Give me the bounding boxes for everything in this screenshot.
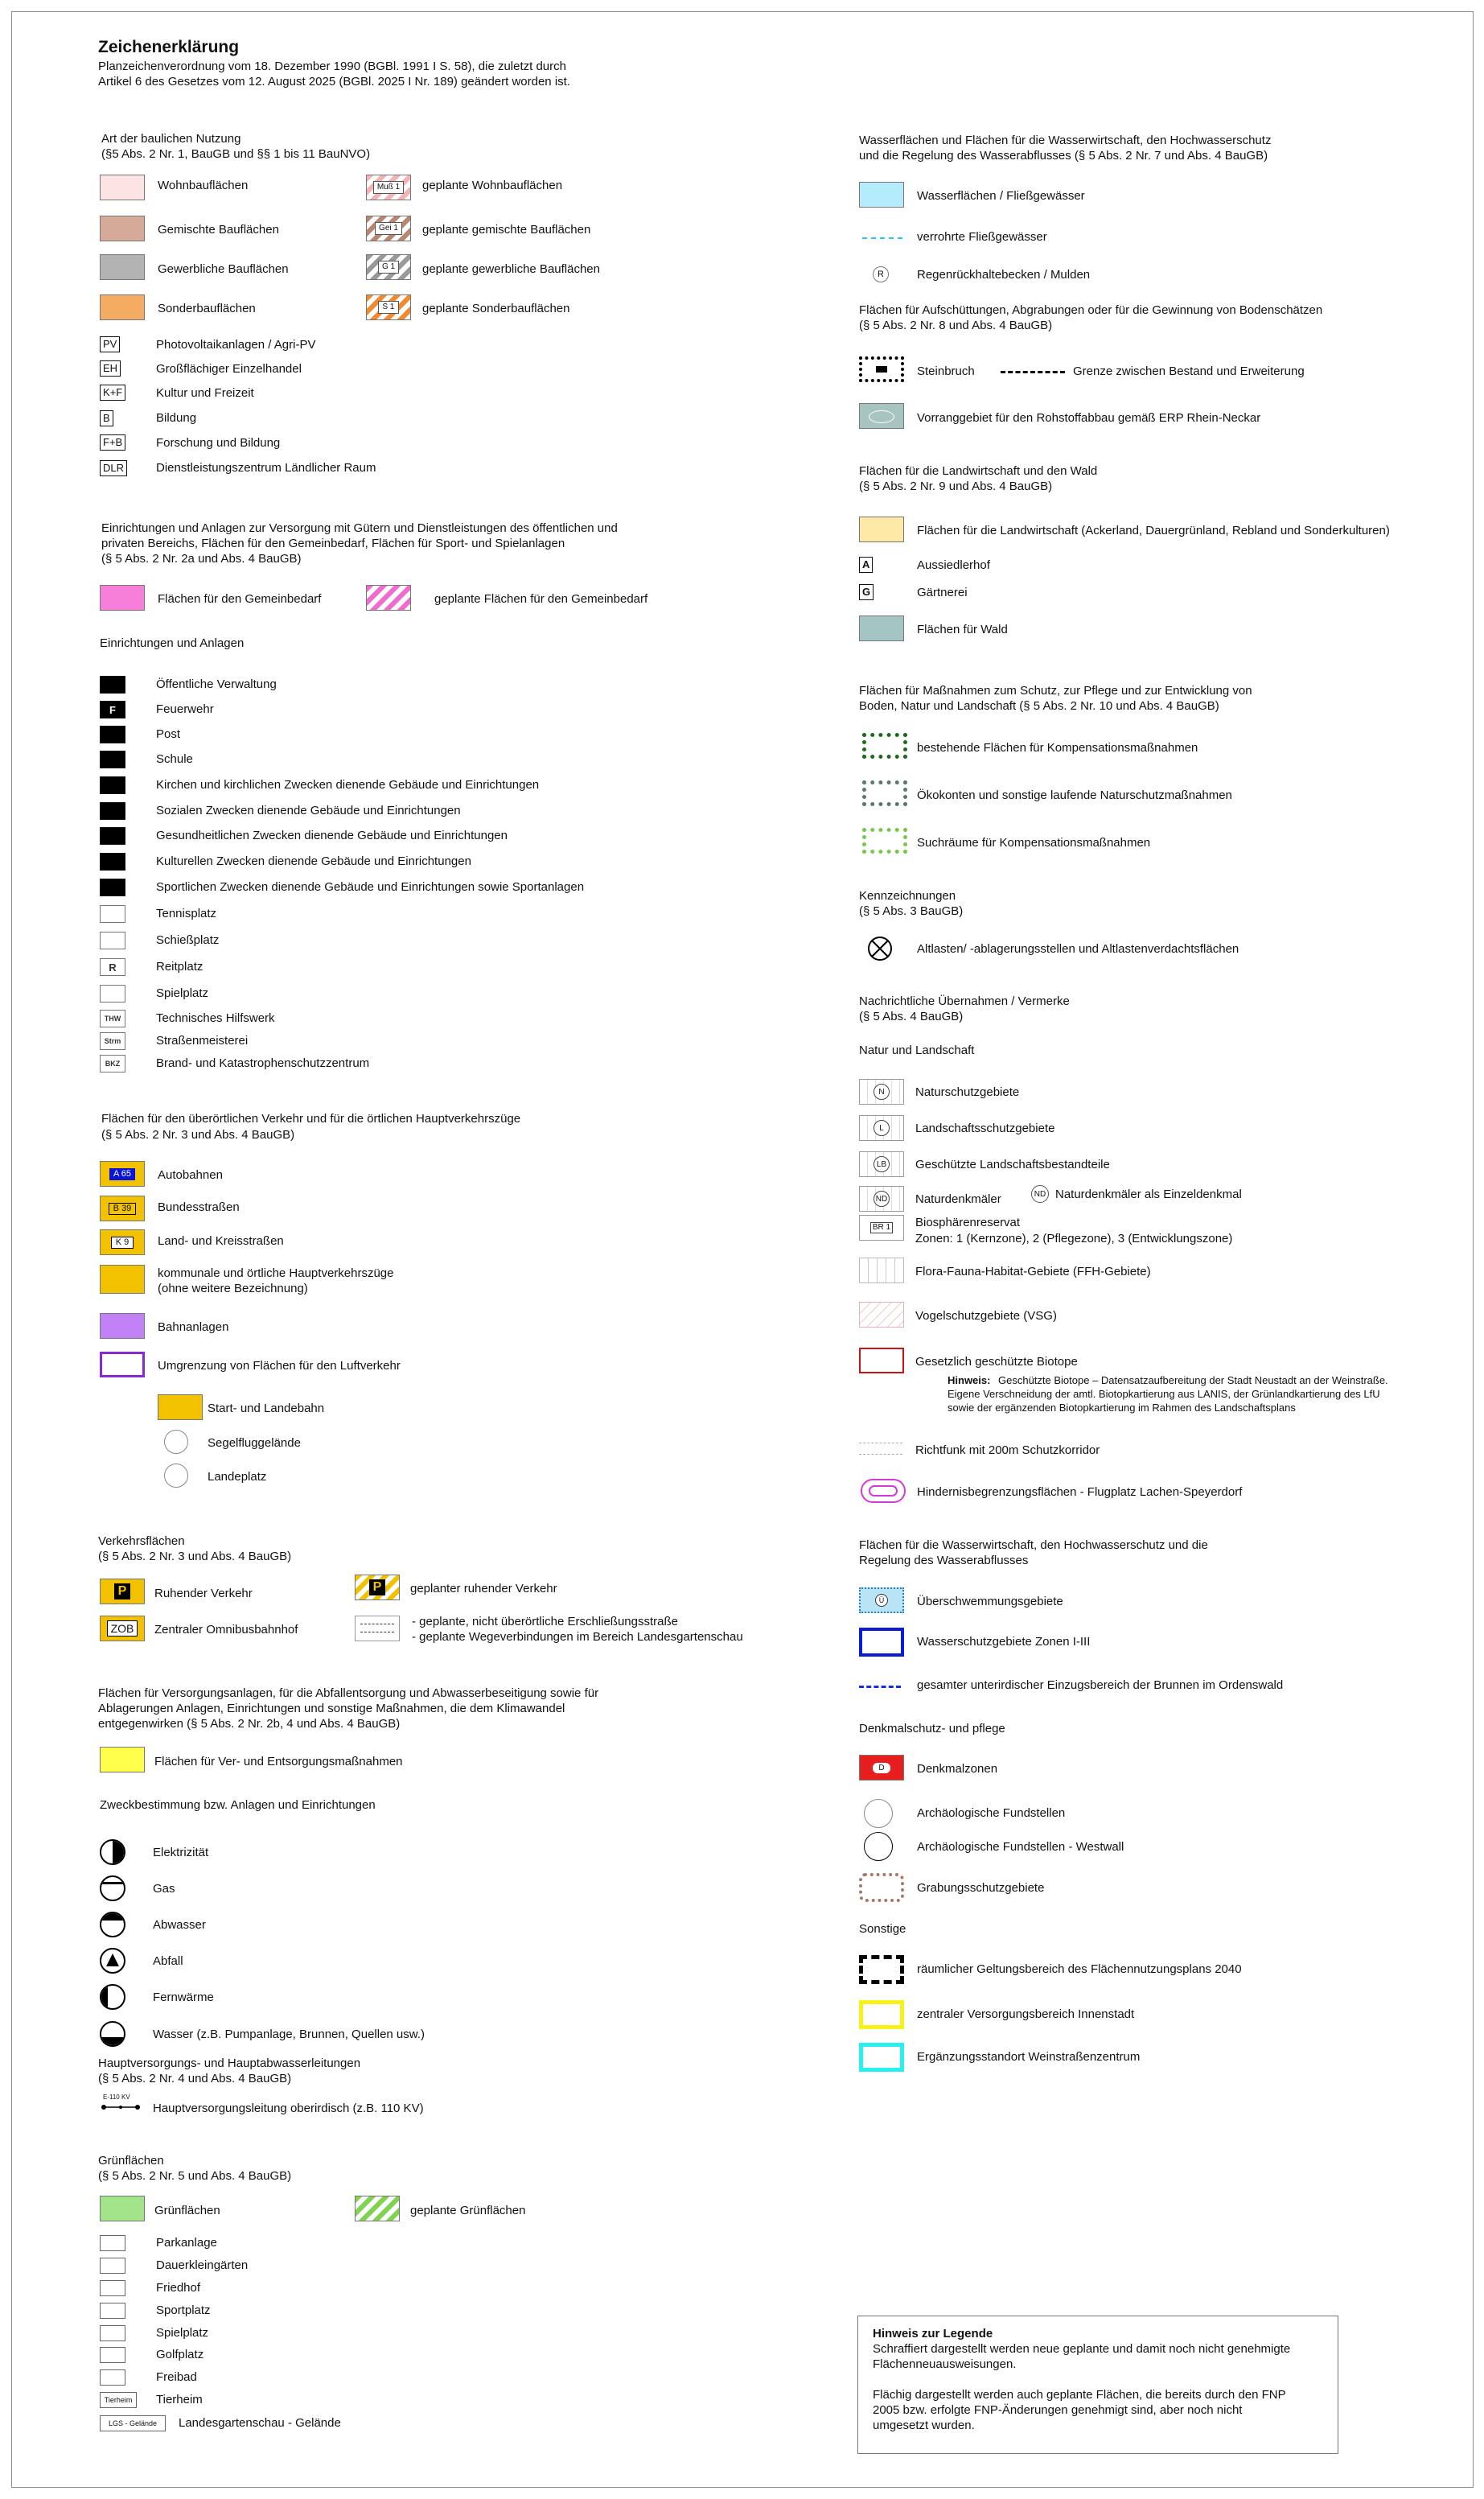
legend-label: Gesundheitlichen Zwecken dienende Gebäude und Einrichtungen — [156, 829, 508, 842]
legend-label: Öffentliche Verwaltung — [156, 677, 277, 691]
swatch-wohnbau — [100, 175, 145, 200]
swatch-versorgung — [100, 1747, 145, 1772]
landschaftsschutz-icon — [859, 1115, 904, 1141]
legend-label: Steinbruch — [917, 364, 975, 378]
legend-label: Sportplatz — [156, 2303, 211, 2317]
legend-label: geplante Sonderbauflächen — [422, 302, 570, 315]
section-head: Einrichtungen und Anlagen zur Versorgung mit Gütern und Dienstleistungen des öffentlichen und — [101, 521, 618, 535]
schule-icon — [100, 751, 125, 768]
legend-label: Schießplatz — [156, 933, 220, 947]
swatch-ergaenzungsstandort — [859, 2043, 904, 2072]
code-box: EH — [100, 360, 121, 377]
section-head: Denkmalschutz- und pflege — [859, 1722, 1005, 1735]
legend-label: Tierheim — [156, 2393, 203, 2406]
swatch-code: Gei 1 — [375, 222, 402, 235]
swatch-geplant-sonder — [366, 294, 411, 320]
section-head: (§ 5 Abs. 2 Nr. 5 und Abs. 4 BauGB) — [98, 2169, 292, 2183]
parking-icon: P — [369, 1579, 386, 1595]
swatch-code: G 1 — [378, 261, 399, 274]
legend-label: Dienstleistungszentrum Ländlicher Raum — [156, 461, 376, 475]
tennis-icon — [100, 905, 125, 923]
sport-icon — [100, 879, 125, 896]
legend-subtitle-1: Planzeichenverordnung vom 18. Dezember 1990 (BGBl. 1991 I S. 58), die zuletzt durch — [98, 60, 566, 73]
section-head: (§ 5 Abs. 2 Nr. 9 und Abs. 4 BauGB) — [859, 480, 1053, 493]
section-head: Verkehrsflächen — [98, 1534, 185, 1548]
legend-label: Ergänzungsstandort Weinstraßenzentrum — [917, 2050, 1141, 2064]
naturschutz-icon — [859, 1079, 904, 1105]
park-icon — [100, 2235, 125, 2251]
hinweis-line: sowie der ergänzenden Biotopkartierung im Rahmen des Landschaftsplans — [948, 1402, 1296, 1414]
fundstelle-icon — [864, 1799, 893, 1828]
legend-label: Ruhender Verkehr — [154, 1587, 253, 1600]
br-badge: BR 1 — [870, 1222, 893, 1233]
golf-icon — [100, 2347, 125, 2363]
legend-label: Schule — [156, 752, 193, 766]
swatch-gewerbe — [100, 254, 145, 280]
legend-label: Parkanlage — [156, 2236, 217, 2250]
section-head: (§ 5 Abs. 2 Nr. 8 und Abs. 4 BauGB) — [859, 319, 1053, 332]
legend-label: Kulturellen Zwecken dienende Gebäude und Einrichtungen — [156, 854, 471, 868]
swatch-gemeinbedarf — [100, 585, 145, 611]
swatch-ruhender-verkehr — [100, 1579, 145, 1604]
nd-icon: ND — [1031, 1185, 1049, 1203]
section-head: (§ 5 Abs. 2 Nr. 4 und Abs. 4 BauGB) — [98, 2072, 292, 2085]
section-head: (§ 5 Abs. 4 BauGB) — [859, 1010, 964, 1023]
fernwaerme-icon-fill — [101, 1986, 108, 2008]
section-head: Flächen für die Landwirtschaft und den Wald — [859, 464, 1098, 478]
legend-label: Naturdenkmäler — [915, 1192, 1001, 1206]
kleingarten-icon — [100, 2258, 125, 2274]
legend-label: Flächen für Wald — [917, 623, 1008, 636]
section-head: Flächen für die Wasserwirtschaft, den Hochwasserschutz und die — [859, 1538, 1208, 1552]
abwasser-icon — [100, 1912, 125, 1937]
bkz-icon: BKZ — [100, 1055, 125, 1072]
richtfunk-line — [859, 1454, 902, 1455]
legend-title: Zeichenerklärung — [98, 38, 240, 56]
abfall-icon-fill — [106, 1954, 119, 1966]
legend-label: Landeplatz — [208, 1470, 267, 1484]
legend-label: Feuerwehr — [156, 702, 214, 716]
legend-label: Straßenmeisterei — [156, 1034, 249, 1048]
section-head: Art der baulichen Nutzung — [101, 132, 241, 146]
legend-label: Kirchen und kirchlichen Zwecken dienende Gebäude und Einrichtungen — [156, 778, 540, 792]
section-head: Hauptversorgungs- und Hauptabwasserleitungen — [98, 2056, 361, 2070]
legend-label: Friedhof — [156, 2281, 201, 2295]
sozial-icon — [100, 802, 125, 820]
legend-label: Gesetzlich geschützte Biotope — [915, 1355, 1078, 1369]
swatch-luftverkehr — [100, 1352, 145, 1377]
hinweis-line: Geschützte Biotope – Datensatzaufbereitung der Stadt Neustadt an der Weinstraße. — [998, 1374, 1388, 1386]
legend-label: Autobahnen — [158, 1168, 223, 1182]
legend-label: (ohne weitere Bezeichnung) — [158, 1282, 308, 1295]
naturschutz-icon-code: N — [874, 1084, 890, 1100]
code-box: B — [100, 410, 113, 426]
swatch-zob — [100, 1616, 145, 1641]
swatch-kompensation — [862, 733, 907, 759]
hinweis-line: Eigene Verschneidung der amtl. Biotopkartierung aus LANIS, der Grünlandkartierung des LfU — [948, 1388, 1380, 1400]
segelflug-icon — [164, 1430, 188, 1454]
legend-label: Überschwemmungsgebiete — [917, 1595, 1063, 1608]
swatch-code: Muß 1 — [373, 181, 404, 194]
verrohrt-line — [862, 237, 902, 239]
note-line: Schraffiert dargestellt werden neue geplante und damit noch nicht genehmigte — [873, 2342, 1291, 2356]
abwasser-icon-fill — [101, 1913, 124, 1921]
legend-label: Segelfluggelände — [208, 1436, 301, 1450]
legend-label: Richtfunk mit 200m Schutzkorridor — [915, 1443, 1100, 1457]
swatch-ueberschwemmung — [859, 1587, 904, 1613]
landeplatz-icon — [164, 1464, 188, 1488]
legend-label: Umgrenzung von Flächen für den Luftverkehr — [158, 1359, 401, 1373]
bundesstrasse-badge: B 39 — [109, 1203, 137, 1215]
wasser-icon — [100, 2021, 125, 2047]
note-line: 2005 bzw. erfolgte FNP-Änderungen genehmigt sind, aber noch nicht — [873, 2403, 1243, 2417]
legend-label: Naturschutzgebiete — [915, 1085, 1020, 1099]
swatch-steinbruch — [859, 356, 904, 382]
legend-label: Fernwärme — [153, 1991, 214, 2004]
section-head: und die Regelung des Wasserabflusses (§ 5 Abs. 2 Nr. 7 und Abs. 4 BauGB) — [859, 149, 1268, 163]
legend-label: Flächen für den Gemeinbedarf — [158, 592, 322, 606]
sportplatz-icon — [100, 2303, 125, 2319]
section-head: Regelung des Wasserabflusses — [859, 1554, 1029, 1567]
legend-label: geplante gemischte Bauflächen — [422, 223, 591, 237]
rr-icon: R — [873, 266, 889, 282]
legend-label: Naturdenkmäler als Einzeldenkmal — [1055, 1188, 1242, 1201]
legend-label: Spielplatz — [156, 986, 209, 1000]
swatch-grabungsschutz — [859, 1873, 904, 1902]
legend-label: Forschung und Bildung — [156, 436, 281, 450]
abfall-icon — [100, 1948, 125, 1974]
legend-label: Großflächiger Einzelhandel — [156, 362, 302, 376]
elektrizitaet-icon-fill — [113, 1841, 124, 1863]
section-head: Einrichtungen und Anlagen — [100, 636, 245, 650]
legend-label: Gemischte Bauflächen — [158, 223, 279, 237]
legend-label: Bundesstraßen — [158, 1200, 240, 1214]
legend-label: Abwasser — [153, 1918, 206, 1932]
landschaftsbestandteil-icon-code: LB — [874, 1156, 890, 1172]
swatch-wasserschutz — [859, 1628, 904, 1657]
code-box: A — [859, 557, 873, 573]
hinweis-label: Hinweis: — [948, 1374, 991, 1386]
swatch-geplant-gemeinbedarf — [366, 585, 411, 611]
section-head: (§5 Abs. 2 Nr. 1, BauGB und §§ 1 bis 11 BauNVO) — [101, 147, 371, 161]
legend-label: Vorranggebiet für den Rohstoffabbau gemäß ERP Rhein-Neckar — [917, 411, 1261, 425]
section-head: (§ 5 Abs. 2 Nr. 3 und Abs. 4 BauGB) — [101, 1128, 295, 1142]
legend-label: Bildung — [156, 411, 197, 425]
legend-label: Bahnanlagen — [158, 1320, 229, 1334]
legend-label: Wasserschutzgebiete Zonen I-III — [917, 1635, 1091, 1649]
swatch-bahn — [100, 1313, 145, 1339]
spiel-icon — [100, 985, 125, 1002]
swatch-denkmalzone — [859, 1755, 904, 1781]
swatch-biotop — [859, 1348, 904, 1373]
naturdenkmal-icon-code: ND — [874, 1191, 890, 1207]
swatch-sonder — [100, 294, 145, 320]
code-box: PV — [100, 336, 120, 352]
legend-label: Sportlichen Zwecken dienende Gebäude und Einrichtungen sowie Sportanlagen — [156, 880, 585, 894]
wasser-icon-fill — [101, 2037, 124, 2045]
code-box: K+F — [100, 385, 125, 401]
legend-label: Gas — [153, 1882, 175, 1896]
section-head: Kennzeichnungen — [859, 889, 956, 903]
legend-label: Landschaftsschutzgebiete — [915, 1122, 1055, 1135]
thw-icon: THW — [100, 1010, 125, 1027]
swatch-vsg — [859, 1302, 904, 1328]
section-head: Natur und Landschaft — [859, 1044, 975, 1057]
note-title: Hinweis zur Legende — [873, 2327, 993, 2340]
leitung-icon — [100, 2102, 142, 2113]
swatch-kommunal — [100, 1265, 145, 1294]
legend-label: Gärtnerei — [917, 586, 968, 599]
legend-label: Denkmalzonen — [917, 1762, 998, 1776]
legend-label: Technisches Hilfswerk — [156, 1011, 275, 1025]
swatch-versorgungsbereich — [859, 2000, 904, 2029]
lgs-icon: LGS - Gelände — [100, 2415, 166, 2431]
kv-label: E-110 KV — [103, 2093, 130, 2101]
legend-label: Sonderbauflächen — [158, 302, 256, 315]
section-head: entgegenwirken (§ 5 Abs. 2 Nr. 2b, 4 und Abs. 4 BauGB) — [98, 1717, 401, 1731]
legend-label: kommunale und örtliche Hauptverkehrszüge — [158, 1266, 394, 1280]
swatch-wald — [859, 615, 904, 641]
legend-label: Zentraler Omnibusbahnhof — [154, 1623, 298, 1636]
hindernis-icon — [861, 1479, 906, 1503]
zob-badge: ZOB — [107, 1620, 138, 1636]
legend-label: Flora-Fauna-Habitat-Gebiete (FFH-Gebiete) — [915, 1265, 1151, 1278]
section-head: Wasserflächen und Flächen für die Wasserwirtschaft, den Hochwasserschutz — [859, 134, 1272, 147]
note-line: Flächig dargestellt werden auch geplante Flächen, die bereits durch den FNP — [873, 2388, 1286, 2402]
autobahn-badge: A 65 — [109, 1168, 135, 1180]
legend-label: Elektrizität — [153, 1846, 209, 1859]
kreisstrasse-badge: K 9 — [111, 1237, 134, 1249]
naturdenkmal-icon — [859, 1186, 904, 1212]
legend-label: zentraler Versorgungsbereich Innenstadt — [917, 2007, 1135, 2021]
legend-label: Dauerkleingärten — [156, 2258, 249, 2272]
swatch-geplant-gemischt — [366, 216, 411, 241]
swatch-geplant-wohnbau — [366, 175, 411, 200]
landschaftsbestandteil-icon — [859, 1151, 904, 1177]
reit-icon: R — [100, 958, 125, 976]
swatch-autobahn — [100, 1161, 145, 1187]
legend-label: Grabungsschutzgebiete — [917, 1881, 1045, 1895]
legend-label: Grünflächen — [154, 2204, 220, 2217]
legend-label: Sozialen Zwecken dienende Gebäude und Einrichtungen — [156, 804, 461, 817]
feuerwehr-icon: F — [100, 701, 125, 718]
kirche-icon — [100, 776, 125, 794]
section-head: Nachrichtliche Übernahmen / Vermerke — [859, 994, 1070, 1008]
legend-label: Land- und Kreisstraßen — [158, 1234, 284, 1248]
section-head: (§ 5 Abs. 3 BauGB) — [859, 904, 964, 918]
legend-label: Suchräume für Kompensationsmaßnahmen — [917, 836, 1151, 850]
legend-label: bestehende Flächen für Kompensationsmaßnahmen — [917, 741, 1198, 755]
legend-label: räumlicher Geltungsbereich des Flächennutzungsplans 2040 — [917, 1962, 1242, 1976]
freibad-icon — [100, 2369, 125, 2386]
section-head: Boden, Natur und Landschaft (§ 5 Abs. 2 Nr. 10 und Abs. 4 BauGB) — [859, 699, 1219, 713]
section-head: Zweckbestimmung bzw. Anlagen und Einrichtungen — [100, 1798, 376, 1812]
legend-label: Photovoltaikanlagen / Agri-PV — [156, 338, 316, 352]
gesundheit-icon — [100, 827, 125, 845]
legend-label: Tennisplatz — [156, 907, 217, 920]
fernwaerme-icon — [100, 1984, 125, 2010]
legend-label: geplante Wohnbauflächen — [422, 179, 563, 192]
section-head: Flächen für Aufschüttungen, Abgrabungen oder für die Gewinnung von Bodenschätzen — [859, 303, 1323, 317]
swatch-code: S 1 — [378, 301, 398, 314]
swatch-geplant-strasse — [355, 1616, 400, 1641]
gas-icon — [100, 1875, 125, 1901]
legend-note-box — [857, 2316, 1338, 2454]
legend-label: geplante Flächen für den Gemeinbedarf — [434, 592, 648, 606]
legend-frame — [11, 11, 1474, 2488]
legend-label: geplanter ruhender Verkehr — [410, 1582, 557, 1595]
legend-label: Vogelschutzgebiete (VSG) — [915, 1309, 1057, 1323]
swatch-oekokonto — [862, 780, 907, 806]
westwall-icon — [864, 1832, 893, 1861]
legend-label: Flächen für Ver- und Entsorgungsmaßnahmen — [154, 1755, 403, 1768]
legend-label: verrohrte Fließgewässer — [917, 230, 1047, 244]
legend-label: Wasser (z.B. Pumpanlage, Brunnen, Quellen usw.) — [153, 2028, 425, 2041]
altlast-icon — [867, 936, 893, 961]
legend-label: Gewerbliche Bauflächen — [158, 262, 289, 276]
swatch-landwirtschaft — [859, 517, 904, 542]
friedhof-icon — [100, 2280, 125, 2296]
code-box: G — [859, 584, 874, 600]
legend-label: gesamter unterirdischer Einzugsbereich der Brunnen im Ordenswald — [917, 1678, 1284, 1692]
legend-label: Regenrückhaltebecken / Mulden — [917, 268, 1091, 282]
swatch-geplant-gewerbe — [366, 254, 411, 280]
swatch-biosphaere — [859, 1215, 904, 1241]
legend-label: Freibad — [156, 2370, 197, 2384]
section-head: privaten Bereichs, Flächen für den Gemeinbedarf, Flächen für Sport- und Spielanlagen — [101, 537, 565, 550]
swatch-ffh — [859, 1258, 904, 1283]
legend-label: Flächen für die Landwirtschaft (Ackerland, Dauergrünland, Rebland und Sonderkulturen) — [917, 524, 1390, 537]
section-head: Flächen für Versorgungsanlagen, für die Abfallentsorgung und Abwasserbeseitigung sowie für — [98, 1686, 599, 1700]
swatch-bundesstrasse — [100, 1196, 145, 1221]
legend-label: Landesgartenschau - Gelände — [179, 2416, 341, 2430]
parking-icon: P — [114, 1583, 131, 1599]
code-box: DLR — [100, 460, 127, 476]
legend-label: Abfall — [153, 1954, 183, 1968]
brunnen-line — [859, 1686, 901, 1688]
verwaltung-icon — [100, 676, 125, 694]
gas-icon-fill — [101, 1882, 124, 1884]
legend-label: Aussiedlerhof — [917, 558, 990, 572]
ue-icon: Ü — [875, 1594, 888, 1607]
legend-label: Ökokonten und sonstige laufende Naturschutzmaßnahmen — [917, 788, 1232, 802]
section-head: Flächen für Maßnahmen zum Schutz, zur Pflege und zur Entwicklung von — [859, 684, 1252, 698]
swatch-geplant-ruhend — [355, 1575, 400, 1600]
legend-label: Archäologische Fundstellen - Westwall — [917, 1840, 1124, 1854]
post-icon — [100, 726, 125, 743]
legend-label: Grenze zwischen Bestand und Erweiterung — [1073, 364, 1305, 378]
legend-label: Altlasten/ -ablagerungsstellen und Altlastenverdachtsflächen — [917, 942, 1239, 956]
swatch-geplant-gruen — [355, 2196, 400, 2221]
section-head: Sonstige — [859, 1922, 906, 1936]
legend-label: Hindernisbegrenzungsflächen - Flugplatz Lachen-Speyerdorf — [917, 1485, 1243, 1499]
section-head: Ablagerungen Anlagen, Einrichtungen und sonstige Maßnahmen, die dem Klimawandel — [98, 1702, 565, 1715]
swatch-wasser — [859, 182, 904, 208]
note-line: umgesetzt wurden. — [873, 2419, 975, 2432]
legend-label: Brand- und Katastrophenschutzzentrum — [156, 1056, 370, 1070]
legend-label: Biosphärenreservat — [915, 1216, 1021, 1229]
elektrizitaet-icon — [100, 1839, 125, 1865]
legend-label: Zonen: 1 (Kernzone), 2 (Pflegezone), 3 (Entwicklungszone) — [915, 1232, 1233, 1245]
swatch-vorrang — [859, 403, 904, 429]
legend-label: Start- und Landebahn — [208, 1402, 325, 1415]
strassenmeisterei-icon: Strm — [100, 1032, 125, 1050]
legend-label: Wohnbauflächen — [158, 179, 249, 192]
code-box: F+B — [100, 434, 125, 451]
swatch-landebahn — [158, 1394, 203, 1420]
legend-label: Reitplatz — [156, 960, 203, 974]
schiess-icon — [100, 932, 125, 949]
note-line: Flächenneuausweisungen. — [873, 2357, 1017, 2371]
legend-label: Spielplatz — [156, 2326, 209, 2340]
legend-label: geplante gewerbliche Bauflächen — [422, 262, 600, 276]
swatch-gemischt — [100, 216, 145, 241]
legend-subtitle-2: Artikel 6 des Gesetzes vom 12. August 2025 (BGBl. 2025 I Nr. 189) geändert worden ist. — [98, 75, 570, 89]
legend-label: Golfplatz — [156, 2348, 204, 2361]
legend-label: geplante Grünflächen — [410, 2204, 526, 2217]
swatch-kreisstrasse — [100, 1229, 145, 1255]
swatch-geltungsbereich — [859, 1955, 904, 1984]
legend-label: - geplante, nicht überörtliche Erschließungsstraße — [412, 1615, 678, 1628]
dz-badge: D — [873, 1763, 890, 1773]
legend-label: - geplante Wegeverbindungen im Bereich Landesgartenschau — [412, 1630, 743, 1644]
landschaftsschutz-icon-code: L — [874, 1120, 890, 1136]
legend-label: Wasserflächen / Fließgewässer — [917, 189, 1085, 203]
spielplatz-icon — [100, 2325, 125, 2341]
swatch-suchraum — [862, 828, 907, 854]
section-head: (§ 5 Abs. 2 Nr. 3 und Abs. 4 BauGB) — [98, 1550, 292, 1563]
tierheim-icon: Tierheim — [100, 2392, 137, 2408]
grenze-line — [1001, 371, 1065, 373]
swatch-gruen — [100, 2196, 145, 2221]
legend-label: Archäologische Fundstellen — [917, 1806, 1066, 1820]
legend-label: Geschützte Landschaftsbestandteile — [915, 1158, 1110, 1171]
kultur-icon — [100, 853, 125, 871]
legend-label: Post — [156, 727, 181, 741]
section-head: (§ 5 Abs. 2 Nr. 2a und Abs. 4 BauGB) — [101, 552, 302, 566]
legend-label: Hauptversorgungsleitung oberirdisch (z.B. 110 KV) — [153, 2102, 424, 2115]
section-head: Flächen für den überörtlichen Verkehr und für die örtlichen Hauptverkehrszüge — [101, 1112, 521, 1126]
section-head: Grünflächen — [98, 2154, 164, 2168]
legend-label: Kultur und Freizeit — [156, 386, 254, 400]
